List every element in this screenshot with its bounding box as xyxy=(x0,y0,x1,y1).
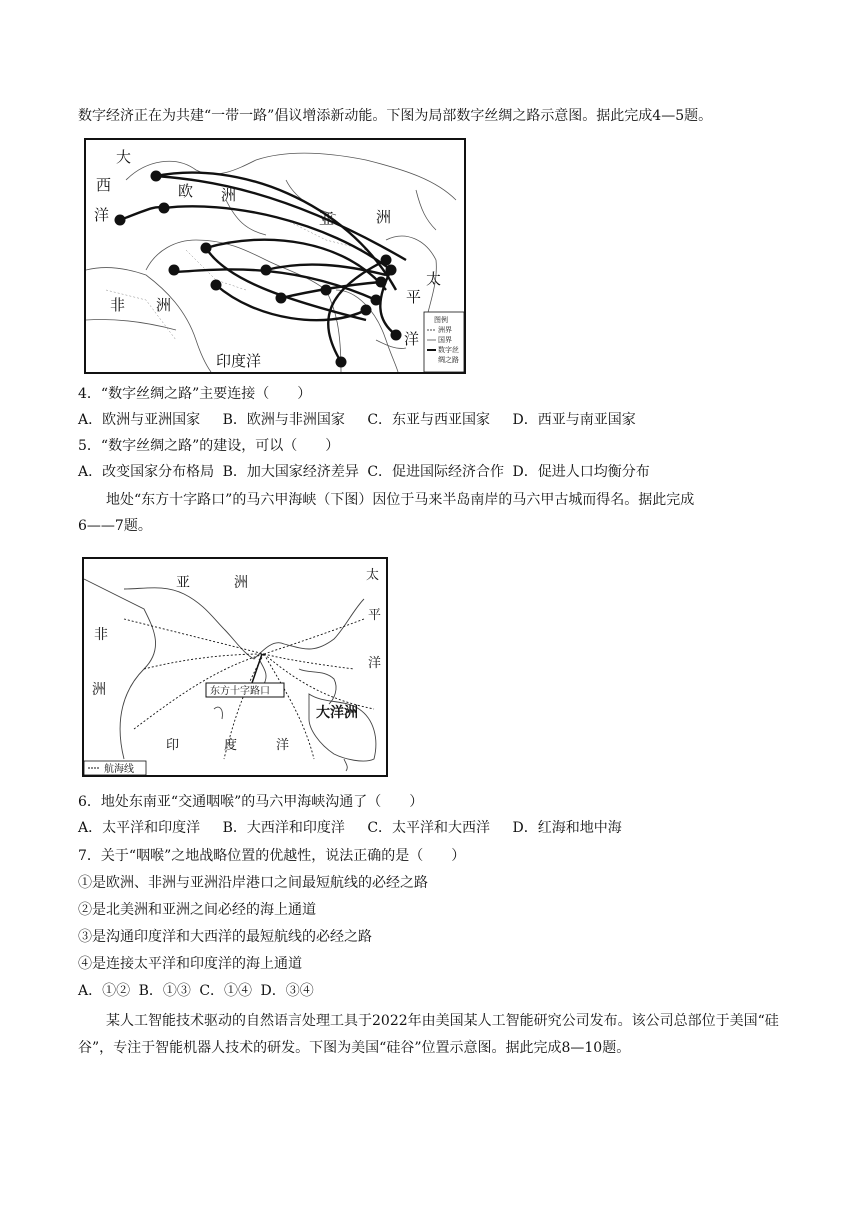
map1-label-ou: 欧 xyxy=(178,182,194,200)
map1-label-zhou-as: 洲 xyxy=(376,208,392,226)
malacca-strait-map xyxy=(82,557,388,777)
q7-option-b[interactable]: B．①③ xyxy=(138,983,191,999)
intro-paragraph-8-10: 某人工智能技术驱动的自然语言处理工具于2022年由美国某人工智能研究公司发布。该公司总部位于美国“硅谷”，专注于智能机器人技术的研发。下图为美国“硅谷”位置示意图。据此完成8—10题。 xyxy=(78,1013,779,1056)
map2-legend-label: 航海线 xyxy=(104,764,134,775)
q7-statement-2: ②是北美洲和亚洲之间必经的海上通道 xyxy=(78,902,316,918)
q7-option-d[interactable]: D．③④ xyxy=(260,983,314,999)
q4-option-a[interactable]: A．欧洲与亚洲国家 xyxy=(78,412,201,428)
digital-silk-road-map xyxy=(84,138,466,374)
map2-label-zhou-af: 洲 xyxy=(92,682,106,698)
map2-label-yang-ind: 洋 xyxy=(276,738,290,753)
q5-option-c[interactable]: C．促进国际经济合作 xyxy=(367,464,505,480)
map1-legend-route-1: 数字丝 xyxy=(438,346,459,354)
question-5-stem: 5．“数字丝绸之路”的建设，可以（ ） xyxy=(78,438,340,454)
map2-label-zhou-as: 洲 xyxy=(234,575,248,591)
q5-option-d[interactable]: D．促进人口均衡分布 xyxy=(512,464,650,480)
q7-statement-3: ③是沟通印度洋和大西洋的最短航线的必经之路 xyxy=(78,929,372,945)
map1-label-da: 大 xyxy=(116,148,132,166)
q7-option-c[interactable]: C．①④ xyxy=(199,983,253,999)
intro-paragraph-4-5: 数字经济正在为共建“一带一路”倡议增添新动能。下图为局部数字丝绸之路示意图。据此完成4—5题。 xyxy=(78,108,713,124)
question-4-options xyxy=(78,410,654,430)
map1-legend-national-border: 国界 xyxy=(438,336,452,344)
map1-legend-route-2: 绸之路 xyxy=(438,356,459,364)
question-5-options xyxy=(78,462,668,482)
q6-option-b[interactable]: B．大西洋和印度洋 xyxy=(222,820,345,836)
map2-label-yin: 印 xyxy=(166,738,180,753)
q6-option-d[interactable]: D．红海和地中海 xyxy=(512,820,622,836)
map1-legend-title: 图例 xyxy=(434,316,448,324)
map1-label-zhou-af: 洲 xyxy=(156,296,172,314)
map2-label-tai: 太 xyxy=(366,568,380,583)
question-7-stem: 7．关于“咽喉”之地战略位置的优越性，说法正确的是（ ） xyxy=(78,848,466,864)
map1-label-zhou-eu: 洲 xyxy=(221,186,237,204)
map2-label-fei: 非 xyxy=(94,627,108,643)
map1-label-fei: 非 xyxy=(110,296,126,314)
map2-label-ping: 平 xyxy=(368,608,382,623)
q4-option-d[interactable]: D．西亚与南亚国家 xyxy=(512,412,636,428)
map1-label-ping: 平 xyxy=(406,288,422,306)
map1-legend-continent-border: 洲界 xyxy=(438,326,452,334)
map1-label-yang-pac: 洋 xyxy=(404,330,420,348)
q7-option-a[interactable]: A．①② xyxy=(78,983,131,999)
map2-callout-label: 东方十字路口 xyxy=(210,686,270,697)
map1-label-indian-ocean: 印度洋 xyxy=(216,352,262,370)
map2-legend xyxy=(84,761,146,775)
map1-label-yang: 洋 xyxy=(94,206,110,224)
q5-option-a[interactable]: A．改变国家分布格局 xyxy=(78,464,215,480)
question-6-options xyxy=(78,818,640,838)
map1-label-xi: 西 xyxy=(96,176,112,194)
map1-label-tai: 太 xyxy=(426,270,442,288)
question-4-stem: 4．“数字丝绸之路”主要连接（ ） xyxy=(78,386,312,402)
q6-option-c[interactable]: C．太平洋和大西洋 xyxy=(367,820,491,836)
intro-paragraph-6-7-line2: 6——7题。 xyxy=(78,518,152,534)
map2-label-ya: 亚 xyxy=(176,575,190,591)
q7-statement-4: ④是连接太平洋和印度洋的海上通道 xyxy=(78,956,302,972)
q6-option-a[interactable]: A．太平洋和印度洋 xyxy=(78,820,201,836)
q5-option-b[interactable]: B．加大国家经济差异 xyxy=(222,464,359,480)
q4-option-c[interactable]: C．东亚与西亚国家 xyxy=(367,412,491,428)
question-7-options xyxy=(78,981,332,1001)
map2-label-du: 度 xyxy=(224,738,238,753)
intro-paragraph-6-7-line1: 地处“东方十字路口”的马六甲海峡（下图）因位于马来半岛南岸的马六甲古城而得名。据此完成 xyxy=(106,492,695,508)
q7-statement-1: ①是欧洲、非洲与亚洲沿岸港口之间最短航线的必经之路 xyxy=(78,875,428,891)
map1-label-ya: 亚 xyxy=(319,210,335,228)
map2-label-yang-pac: 洋 xyxy=(368,656,382,671)
map2-label-oceania: 大洋洲 xyxy=(316,705,358,721)
q4-option-b[interactable]: B．欧洲与非洲国家 xyxy=(222,412,345,428)
question-6-stem: 6．地处东南亚“交通咽喉”的马六甲海峡沟通了（ ） xyxy=(78,794,424,810)
map1-legend xyxy=(424,312,464,372)
